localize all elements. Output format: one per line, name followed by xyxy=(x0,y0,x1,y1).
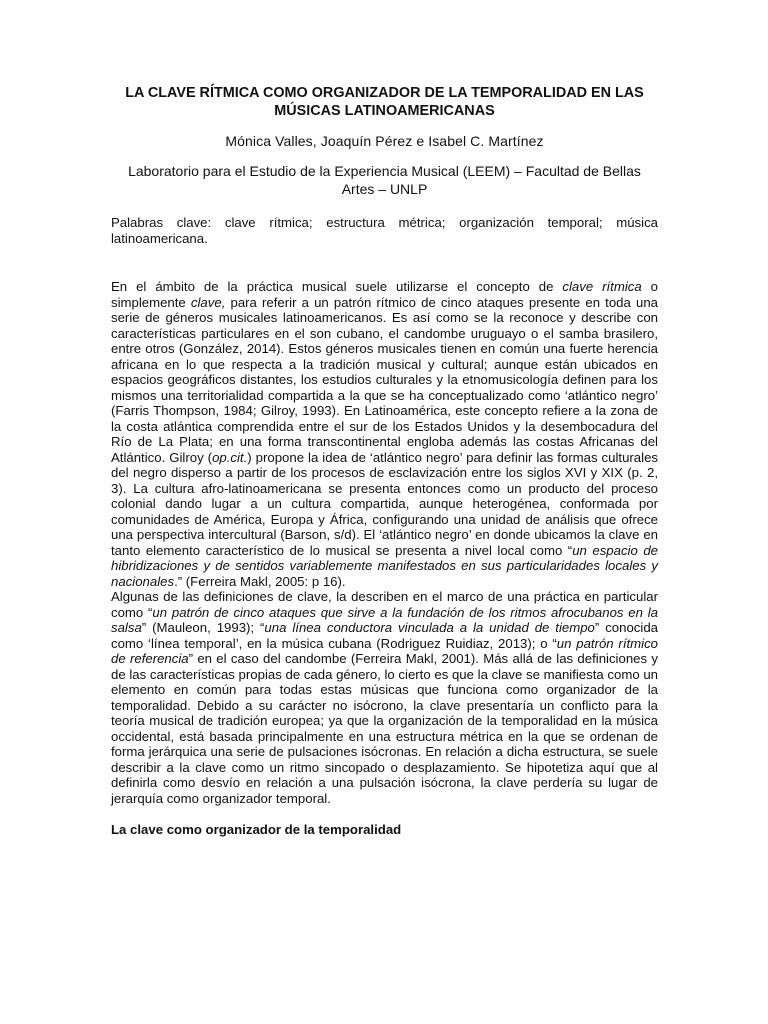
italic-term: clave, xyxy=(190,294,226,310)
text-span: ” conocida como ‘línea temporal’, en la música cubana (Rodriguez Ruidiaz, 2013); o “ xyxy=(111,620,659,651)
italic-quote: una línea conductora vinculada a la unidad de tiempo xyxy=(264,620,595,635)
keywords: Palabras clave: clave rítmica; estructura métrica; organización temporal; música latinoamericana. xyxy=(111,215,658,246)
italic-quote: un espacio de hibridizaciones y de sentidos variablemente manifestados en sus particularidades locales y nacionales xyxy=(111,542,658,589)
document-page xyxy=(111,84,658,838)
text-span: ” (Mauleon, 1993); “ xyxy=(141,620,265,635)
text-span: o simplemente xyxy=(111,279,658,310)
italic-citation: op.cit. xyxy=(212,449,248,465)
text-span: .” (Ferreira Makl, 2005: p 16). xyxy=(174,573,346,589)
text-span: ” en el caso del candombe (Ferreira Makl, 2001). Más allá de las definiciones y de las características propias de cada género, lo cierto es que la clave se manifiesta como un elemento en común para todas estas músicas que funciona como organizador de la temporalidad. Debido a su carácter no isócrono, la clave presentaría un conflicto para la teoría musical de tradición europea; ya que la organización de la temporalidad en la música occidental, está basada principalmente en una estructura métrica en la que se ordenan de forma jerárquica una serie de pulsaciones isócronas. En relación a dicha estructura, se suele describir a la clave como un ritmo sincopado o desplazamiento. Se hipotetiza aquí que al definirla como desvío en relación a una pulsación isócrona, la clave perdería su lugar de jerarquía como organizador temporal. xyxy=(111,651,658,806)
text-span: Algunas de las definiciones de clave, la describen en el marco de una práctica en particular como “ xyxy=(111,589,658,620)
author-list: Mónica Valles, Joaquín Pérez e Isabel C. Martínez xyxy=(225,133,544,149)
paragraph xyxy=(111,589,658,806)
italic-quote: un patrón rítmico de referencia xyxy=(111,635,658,666)
text-span: ) propone la idea de ‘atlántico negro’ para definir las formas culturales del negro disperso a partir de los procesos de esclavización entre los siglos XVI y XIX (p. 2, 3). La cultura afro-latinoamericana se presenta entonces como un producto del proceso colonial dando lugar a un cultura compartida, aunque heterogénea, conformada por comunidades de América, Europa y África, configurando una unidad de análisis que ofrece una perspectiva intercultural (Barson, s/d). El ‘atlántico negro’ en donde ubicamos la clave en tanto elemento característico de lo musical se presenta a nivel local como “ xyxy=(111,449,659,558)
italic-quote: un patrón de cinco ataques que sirve a la fundación de los ritmos afrocubanos en la salsa xyxy=(111,604,658,635)
affiliation: Laboratorio para el Estudio de la Experiencia Musical (LEEM) – Facultad de Bellas Artes – UNLP xyxy=(128,163,641,197)
paragraph xyxy=(111,279,658,589)
italic-term: clave rítmica xyxy=(562,279,642,294)
section-heading: La clave como organizador de la temporalidad xyxy=(111,822,402,837)
body-text xyxy=(111,279,658,806)
paper-title: LA CLAVE RÍTMICA COMO ORGANIZADOR DE LA TEMPORALIDAD EN LAS MÚSICAS LATINOAMERICANAS xyxy=(125,85,644,119)
text-span: En el ámbito de la práctica musical suele utilizarse el concepto de xyxy=(111,279,563,294)
text-span: para referir a un patrón rítmico de cinco ataques presente en toda una serie de géneros musicales latinoamericanos. Es así como se la reconoce y describe con características particulares en el son cubano, el candombe uruguayo o el samba brasilero, entre otros (González, 2014). Estos géneros musicales tienen en común una fuerte herencia africana en lo que respecta a la tradición musical y cultural; aunque están ubicados en espacios geográficos distantes, los estudios culturales y la etnomusicología definen para los mismos una territorialidad compartida a la que se ha conceptualizado como ‘atlántico negro’ (Farris Thompson, 1984; Gilroy, 1993). En Latinoamérica, este concepto refiere a la zona de la costa atlántica comprendida entre el sur de los Estados Unidos y la desembocadura del Río de La Plata; en una forma transcontinental engloba además las costas Africanas del Atlántico. Gilroy ( xyxy=(111,294,658,465)
